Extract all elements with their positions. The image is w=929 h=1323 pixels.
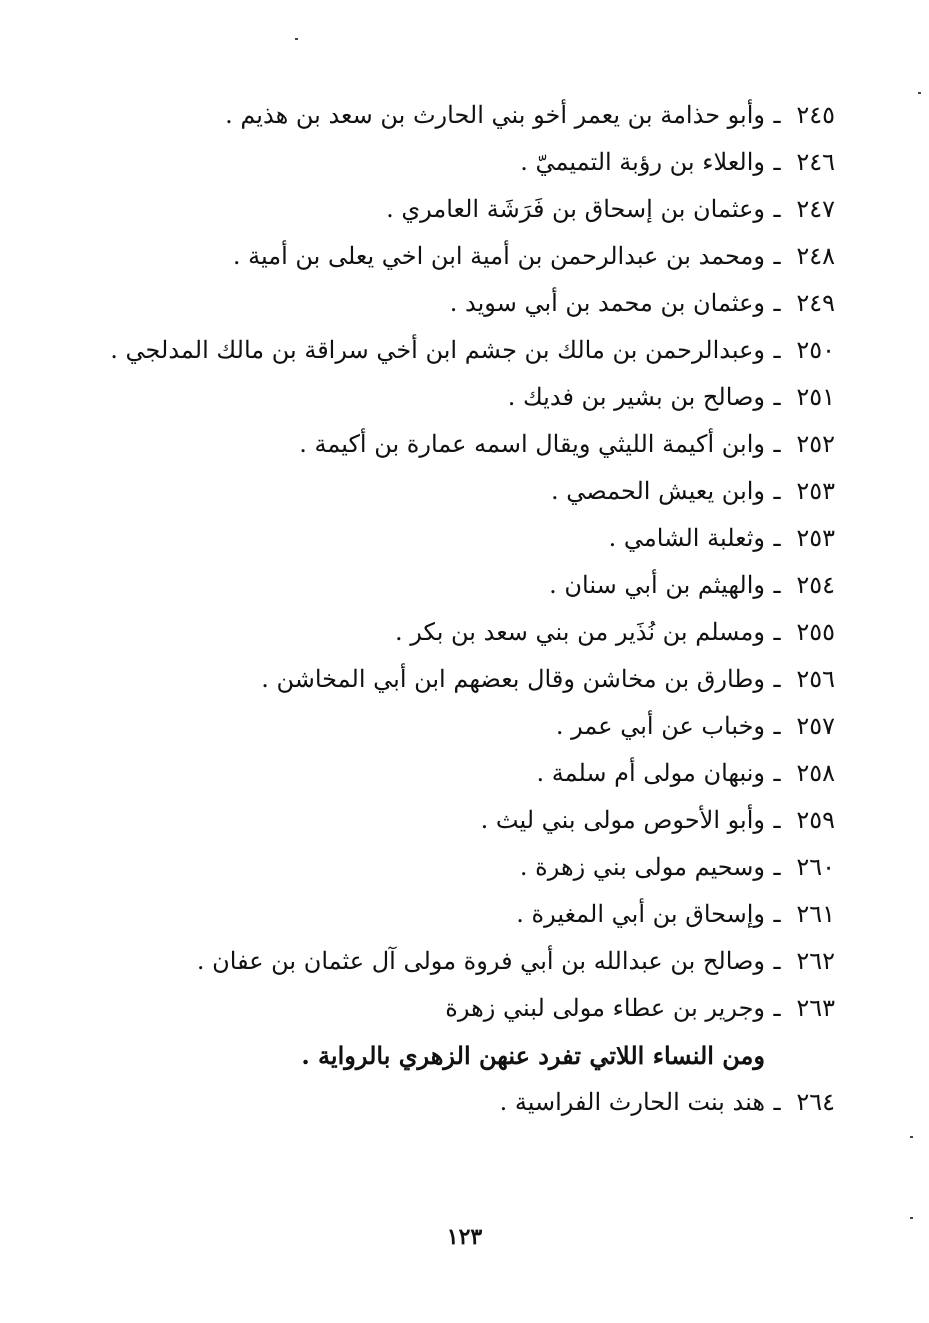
section-heading: ومن النساء اللاتي تفرد عنهن الزهري بالرواية .: [301, 1041, 765, 1070]
entry-number: ٢٥١: [796, 383, 835, 411]
list-item: [95, 750, 835, 797]
entry-text: والهيثم بن أبي سنان .: [549, 571, 765, 599]
entry-dash: ـ: [773, 242, 781, 270]
entry-text: ومحمد بن عبدالرحمن بن أمية ابن اخي يعلى بن أمية .: [232, 242, 765, 270]
entry-dash: ـ: [773, 524, 781, 552]
entry-dash: ـ: [773, 712, 781, 740]
scan-speck: [295, 38, 298, 40]
entry-number: ٢٤٧: [796, 195, 835, 223]
entry-number: ٢٥٠: [796, 336, 835, 364]
entry-number: ٢٦٣: [796, 994, 835, 1022]
entry-text: وابن أكيمة الليثي ويقال اسمه عمارة بن أكيمة .: [299, 430, 765, 458]
entry-text: وعثمان بن إسحاق بن فَرَشَة العامري .: [386, 195, 765, 223]
entry-text: وعثمان بن محمد بن أبي سويد .: [449, 289, 765, 317]
entry-dash: ـ: [773, 430, 781, 458]
list-item: [95, 562, 835, 609]
entry-dash: ـ: [773, 289, 781, 317]
entry-dash: ـ: [773, 665, 781, 693]
entry-number: ٢٥٣: [796, 477, 835, 505]
list-item: [95, 938, 835, 985]
entry-number: ٢٦٤: [796, 1088, 835, 1116]
entry-dash: ـ: [773, 618, 781, 646]
entry-text: وثعلبة الشامي .: [608, 524, 765, 552]
entry-dash: ـ: [773, 853, 781, 881]
entry-number: ٢٦٠: [796, 853, 835, 881]
list-item: [95, 233, 835, 280]
list-item: [95, 985, 835, 1032]
entry-number: ٢٦١: [796, 900, 835, 928]
list-item: [95, 139, 835, 186]
scan-speck: [910, 1217, 913, 1219]
entry-text: وإسحاق بن أبي المغيرة .: [516, 900, 765, 928]
list-item: [95, 327, 835, 374]
entry-text: وصالح بن عبدالله بن أبي فروة مولى آل عثمان بن عفان .: [196, 947, 765, 975]
entry-text: وجرير بن عطاء مولى لبني زهرة: [445, 994, 765, 1022]
entry-dash: ـ: [773, 806, 781, 834]
entry-dash: ـ: [773, 994, 781, 1022]
entry-text: وسحيم مولى بني زهرة .: [519, 853, 765, 881]
entry-dash: ـ: [773, 477, 781, 505]
entry-text: هند بنت الحارث الفراسية .: [499, 1088, 765, 1116]
entry-number: ٢٥٧: [796, 712, 835, 740]
entry-number: ٢٦٢: [796, 947, 835, 975]
entry-number: ٢٤٩: [796, 289, 835, 317]
entry-number: ٢٥٣: [796, 524, 835, 552]
list-item: [95, 374, 835, 421]
entry-dash: ـ: [773, 148, 781, 176]
entry-dash: ـ: [773, 1088, 781, 1116]
entry-text: وابن يعيش الحمصي .: [551, 477, 765, 505]
entry-number: ٢٥٤: [796, 571, 835, 599]
entry-dash: ـ: [773, 759, 781, 787]
entry-dash: ـ: [773, 571, 781, 599]
entry-number: ٢٤٨: [796, 242, 835, 270]
entry-list: [95, 92, 835, 1126]
list-item: [95, 92, 835, 139]
list-item: [95, 703, 835, 750]
scan-speck: [918, 92, 921, 94]
list-item: [95, 186, 835, 233]
entry-number: ٢٤٥: [796, 101, 835, 129]
entry-number: ٢٥٦: [796, 665, 835, 693]
entry-text: وخباب عن أبي عمر .: [555, 712, 765, 740]
list-item: [95, 468, 835, 515]
page-number: ١٢٣: [446, 1224, 483, 1250]
entry-dash: ـ: [773, 383, 781, 411]
entry-number: ٢٥٨: [796, 759, 835, 787]
list-item: [95, 1079, 835, 1126]
entry-text: وأبو الأحوص مولى بني ليث .: [480, 806, 765, 834]
list-item: [95, 797, 835, 844]
entry-text: ونبهان مولى أم سلمة .: [536, 759, 765, 787]
entry-number: ٢٤٦: [796, 148, 835, 176]
entry-dash: ـ: [773, 900, 781, 928]
list-item: [95, 891, 835, 938]
entry-text: وعبدالرحمن بن مالك بن جشم ابن أخي سراقة بن مالك المدلجي .: [110, 336, 765, 364]
entry-number: ٢٥٩: [796, 806, 835, 834]
entry-dash: ـ: [773, 195, 781, 223]
entry-number: ٢٥٥: [796, 618, 835, 646]
list-item: [95, 280, 835, 327]
list-item: [95, 844, 835, 891]
entry-text: وطارق بن مخاشن وقال بعضهم ابن أبي المخاشن .: [261, 665, 765, 693]
scan-speck: [910, 1136, 913, 1138]
list-item: [95, 609, 835, 656]
entry-text: ومسلم بن نُذَير من بني سعد بن بكر .: [394, 618, 765, 646]
entry-dash: ـ: [773, 336, 781, 364]
list-item: [95, 515, 835, 562]
entry-text: وصالح بن بشير بن فديك .: [507, 383, 765, 411]
entry-dash: ـ: [773, 947, 781, 975]
list-item: [95, 421, 835, 468]
entry-text: والعلاء بن رؤبة التميميّ .: [520, 148, 765, 176]
entry-number: ٢٥٢: [796, 430, 835, 458]
entry-dash: ـ: [773, 101, 781, 129]
list-item: [95, 656, 835, 703]
entry-text: وأبو حذامة بن يعمر أخو بني الحارث بن سعد بن هذيم .: [225, 101, 765, 129]
